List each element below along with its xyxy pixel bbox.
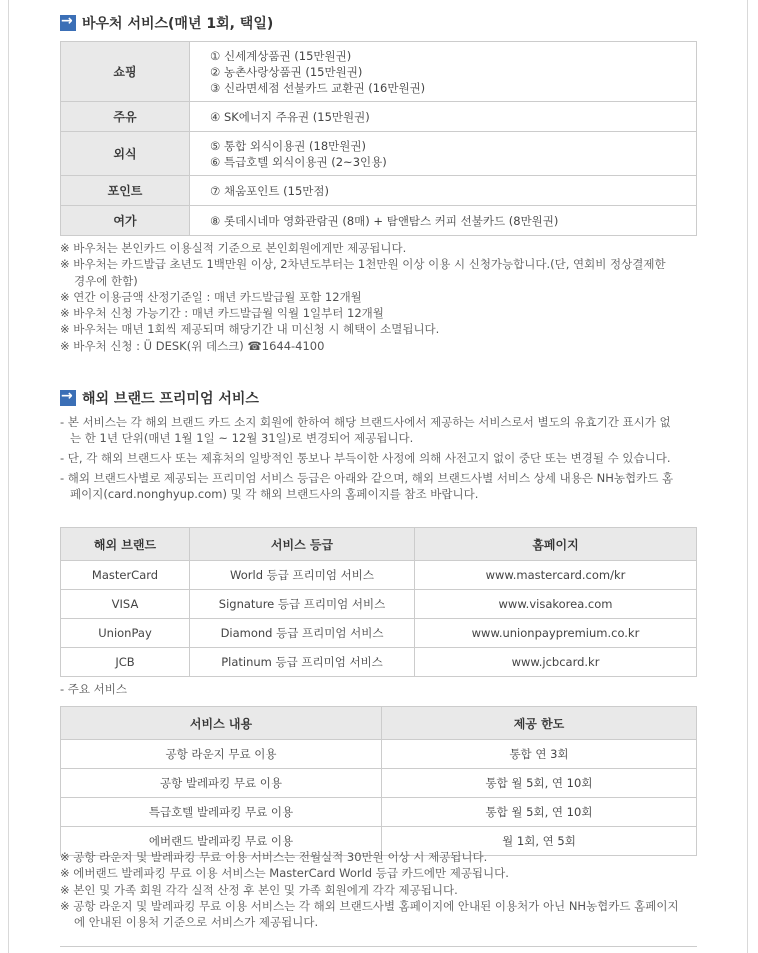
note: ※ 바우처는 본인카드 이용실적 기준으로 본인회원에게만 제공됩니다. xyxy=(60,241,407,255)
items-cell xyxy=(190,102,697,132)
limit-cell: 통합 월 5회, 연 10회 xyxy=(382,769,697,798)
services-table xyxy=(60,706,697,856)
homepage-cell: www.jcbcard.kr xyxy=(415,648,697,677)
brand-cell: JCB xyxy=(61,648,190,677)
homepage-cell: www.visakorea.com xyxy=(415,590,697,619)
items-cell xyxy=(190,42,697,102)
arrow-right-icon xyxy=(60,15,76,31)
brand-table xyxy=(60,527,697,677)
brand-cell: MasterCard xyxy=(61,561,190,590)
note: ※ 바우처 신청 가능기간 : 매년 카드발급월 익월 1일부터 12개월 xyxy=(60,306,384,321)
table-row xyxy=(61,740,697,769)
items-cell xyxy=(190,206,697,236)
category-cell: 포인트 xyxy=(61,176,190,206)
table-row xyxy=(61,42,697,102)
list-item: ② 농촌사랑상품권 (15만원권) xyxy=(210,64,363,79)
note: ※ 본인 및 가족 회원 각각 실적 산정 후 본인 및 가족 회원에게 각각 제공됩니다. xyxy=(60,882,458,897)
service-cell: 특급호텔 발레파킹 무료 이용 xyxy=(61,798,382,827)
list-item: ③ 신라면세점 선불카드 교환권 (16만원권) xyxy=(210,80,426,95)
limit-cell: 통합 연 3회 xyxy=(382,740,697,769)
category-cell: 쇼핑 xyxy=(61,42,190,102)
table-row xyxy=(61,206,697,236)
voucher-table xyxy=(60,41,697,236)
voucher-section-heading xyxy=(60,13,273,33)
category-cell: 여가 xyxy=(61,206,190,236)
brand-cell: UnionPay xyxy=(61,619,190,648)
note: ※ 공항 라운지 및 발레파킹 무료 이용 서비스는 전월실적 30만원 이상 시 제공됩니다. xyxy=(60,850,488,864)
service-cell: 공항 발레파킹 무료 이용 xyxy=(61,769,382,798)
note: ※ 바우처는 매년 1회씩 제공되며 해당기간 내 미신청 시 혜택이 소멸됩니다. xyxy=(60,322,440,337)
list-item: ⑥ 특급호텔 외식이용권 (2~3인용) xyxy=(210,154,387,169)
items-cell xyxy=(190,132,697,176)
table-row xyxy=(61,769,697,798)
homepage-cell: www.mastercard.com/kr xyxy=(415,561,697,590)
column-header: 서비스 등급 xyxy=(190,528,415,561)
table-row xyxy=(61,176,697,206)
column-header: 해외 브랜드 xyxy=(61,528,190,561)
description-item: - 해외 브랜드사별로 제공되는 프리미엄 서비스 등급은 아래와 같으며, 해외 브랜드사별 서비스 상세 내용은 NH농협카드 홈페이지(card.nonghyup.com) 및 각 해외 브랜드사의 홈페이지를 참조 바랍니다. xyxy=(60,471,674,501)
premium-section-heading xyxy=(60,388,259,408)
note: ※ 에버랜드 발레파킹 무료 이용 서비스는 MasterCard World 등급 카드에만 제공됩니다. xyxy=(60,866,509,881)
voucher-title: 바우처 서비스(매년 1회, 택일) xyxy=(82,16,274,32)
table-row xyxy=(61,648,697,677)
divider xyxy=(60,946,697,947)
voucher-notes xyxy=(60,240,680,354)
items-cell xyxy=(190,176,697,206)
column-header: 제공 한도 xyxy=(382,707,697,740)
table-row xyxy=(61,590,697,619)
table-header-row xyxy=(61,528,697,561)
list-item: ⑧ 롯데시네마 영화관람권 (8매) + 탐앤탐스 커피 선불카드 (8만원권) xyxy=(210,213,559,228)
table-row xyxy=(61,102,697,132)
service-cell: 공항 라운지 무료 이용 xyxy=(61,740,382,769)
note: ※ 연간 이용금액 산정기준일 : 매년 카드발급월 포함 12개월 xyxy=(60,289,362,304)
limit-cell: 월 1회, 연 5회 xyxy=(382,827,697,856)
limit-cell: 통합 월 5회, 연 10회 xyxy=(382,798,697,827)
category-cell: 주유 xyxy=(61,102,190,132)
table-row xyxy=(61,132,697,176)
description-item: - 본 서비스는 각 해외 브랜드 카드 소지 회원에 한하여 해당 브랜드사에서 제공하는 서비스로서 별도의 유효기간 표시가 없는 한 1년 단위(매년 1월 1일 ~ 12월 31일)로 변경되어 제공됩니다. xyxy=(60,415,671,445)
list-item: ⑦ 채움포인트 (15만점) xyxy=(210,183,329,198)
table-row xyxy=(61,561,697,590)
table-row xyxy=(61,798,697,827)
column-header: 홈페이지 xyxy=(415,528,697,561)
service-cell: 에버랜드 발레파킹 무료 이용 xyxy=(61,827,382,856)
list-item: ⑤ 통합 외식이용권 (18만원권) xyxy=(210,138,366,153)
homepage-cell: www.unionpaypremium.co.kr xyxy=(415,619,697,648)
note: ※ 바우처 신청 : Ü DESK(위 데스크) ☎1644-4100 xyxy=(60,338,325,353)
list-item: ① 신세계상품권 (15만원권) xyxy=(210,48,352,63)
list-item: ④ SK에너지 주유권 (15만원권) xyxy=(210,109,370,124)
table-row xyxy=(61,619,697,648)
grade-cell: Diamond 등급 프리미엄 서비스 xyxy=(190,619,415,648)
description-item: - 단, 각 해외 브랜드사 또는 제휴처의 일방적인 통보나 부득이한 사정에 의해 사전고지 없이 중단 또는 변경될 수 있습니다. xyxy=(60,451,671,465)
main-services-label: - 주요 서비스 xyxy=(60,682,128,696)
grade-cell: Signature 등급 프리미엄 서비스 xyxy=(190,590,415,619)
premium-description xyxy=(60,414,680,506)
category-cell: 외식 xyxy=(61,132,190,176)
column-header: 서비스 내용 xyxy=(61,707,382,740)
table-header-row xyxy=(61,707,697,740)
brand-cell: VISA xyxy=(61,590,190,619)
grade-cell: World 등급 프리미엄 서비스 xyxy=(190,561,415,590)
premium-notes xyxy=(60,849,685,930)
premium-title: 해외 브랜드 프리미엄 서비스 xyxy=(82,391,259,407)
arrow-right-icon xyxy=(60,390,76,406)
note: ※ 바우처는 카드발급 초년도 1백만원 이상, 2차년도부터는 1천만원 이상 이용 시 신청가능합니다.(단, 연회비 정상결제한 경우에 한함) xyxy=(60,257,666,288)
grade-cell: Platinum 등급 프리미엄 서비스 xyxy=(190,648,415,677)
note: ※ 공항 라운지 및 발레파킹 무료 이용 서비스는 각 해외 브랜드사별 홈페이지에 안내된 이용처가 아닌 NH농협카드 홈페이지에 안내된 이용처 기준으로 서비스가 제공됩니다. xyxy=(60,898,679,930)
